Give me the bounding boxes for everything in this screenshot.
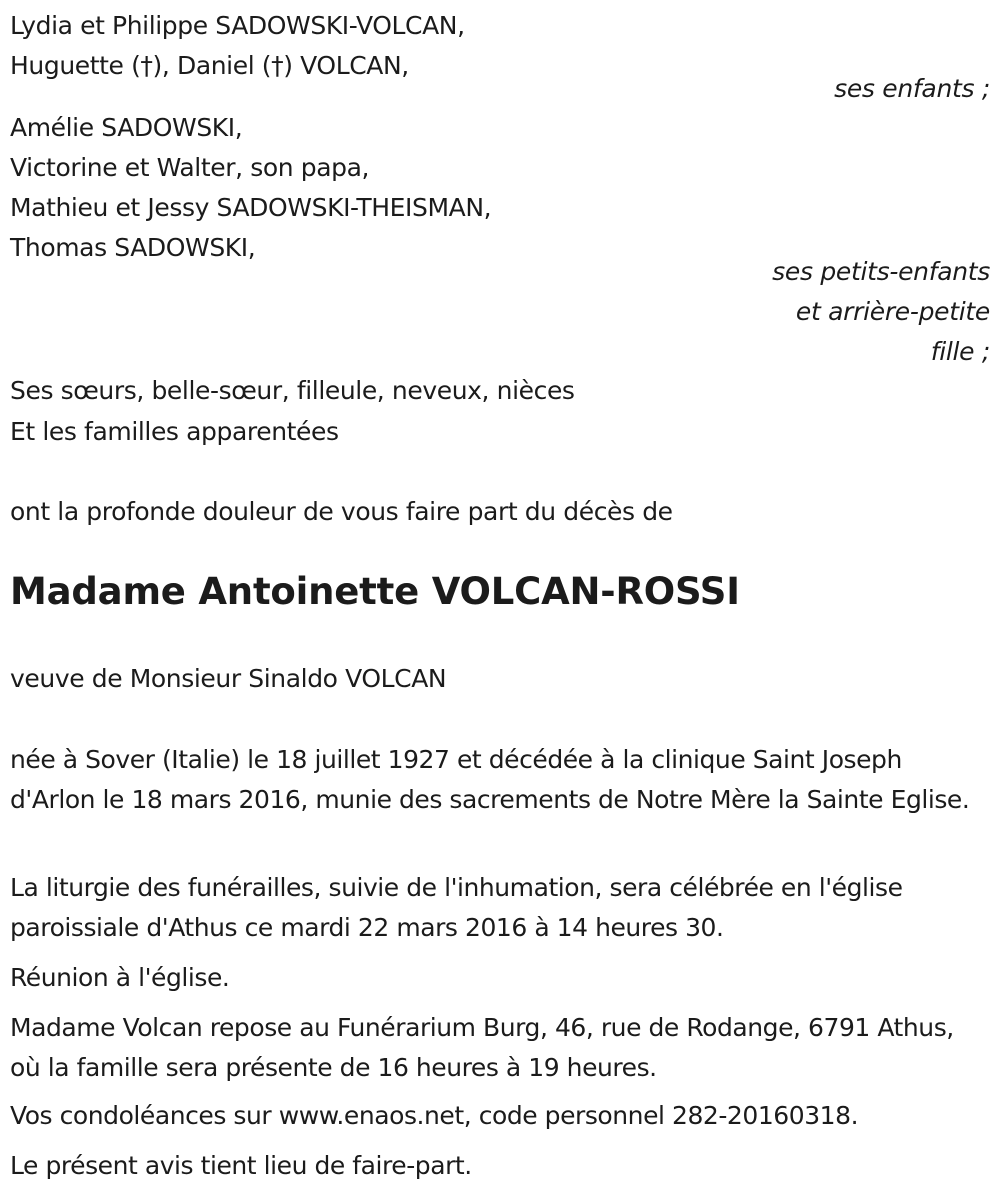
birth-death-paragraph: née à Sover (Italie) le 18 juillet 1927 et décédée à la clinique Saint Joseph d'Arlon le 18 mars 2016, munie des sacrements de Notre Mère la Sainte Eglise. bbox=[10, 745, 970, 814]
grandchild-line-2: Victorine et Walter, son papa, bbox=[10, 153, 370, 182]
widow-of: veuve de Monsieur Sinaldo VOLCAN bbox=[10, 664, 447, 693]
child-line-2: Huguette (†), Daniel (†) VOLCAN, bbox=[10, 51, 409, 80]
meeting-paragraph: Réunion à l'église. bbox=[10, 963, 230, 992]
child-line-1: Lydia et Philippe SADOWSKI-VOLCAN, bbox=[10, 11, 465, 40]
grandchild-line-1: Amélie SADOWSKI, bbox=[10, 113, 243, 142]
deceased-name: Madame Antoinette VOLCAN-ROSSI bbox=[10, 570, 740, 613]
funeral-home-paragraph: Madame Volcan repose au Funérarium Burg, 46, rue de Rodange, 6791 Athus, où la famille sera présente de 16 heures à 19 heures. bbox=[10, 1013, 954, 1082]
condolences-paragraph: Vos condoléances sur www.enaos.net, code personnel 282-20160318. bbox=[10, 1101, 859, 1130]
announcement-intro: ont la profonde douleur de vous faire part du décès de bbox=[10, 497, 673, 526]
grandchildren-label-line-1: ses petits-enfants bbox=[772, 257, 990, 286]
notice-paragraph: Le présent avis tient lieu de faire-part. bbox=[10, 1151, 472, 1180]
grandchildren-label-line-2: et arrière-petite bbox=[795, 297, 990, 326]
grandchild-line-3: Mathieu et Jessy SADOWSKI-THEISMAN, bbox=[10, 193, 492, 222]
grandchild-line-4: Thomas SADOWSKI, bbox=[10, 233, 256, 262]
relatives-line-2: Et les familles apparentées bbox=[10, 417, 339, 446]
grandchildren-label-line-3: fille ; bbox=[930, 337, 990, 366]
children-label: ses enfants ; bbox=[834, 74, 990, 103]
liturgy-paragraph: La liturgie des funérailles, suivie de l'inhumation, sera célébrée en l'église paroissiale d'Athus ce mardi 22 mars 2016 à 14 heures 30. bbox=[10, 873, 903, 942]
relatives-line-1: Ses sœurs, belle-sœur, filleule, neveux, nièces bbox=[10, 376, 575, 405]
